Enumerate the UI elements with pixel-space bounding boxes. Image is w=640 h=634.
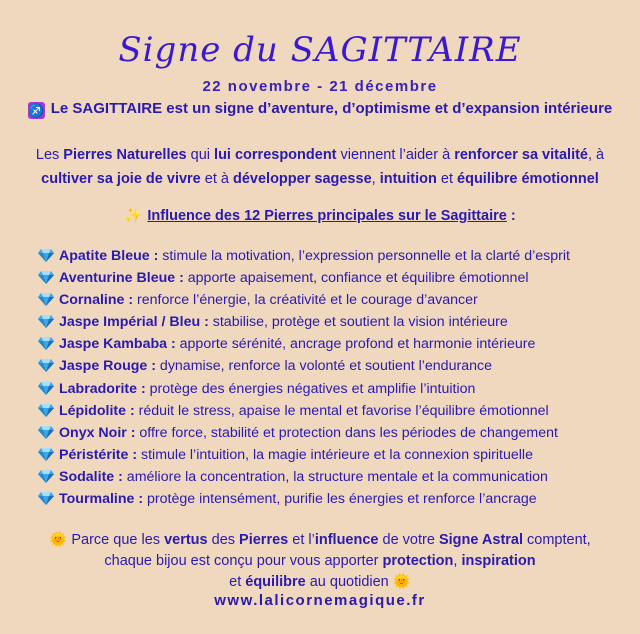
date-range: 22 novembre - 21 décembre	[202, 78, 438, 95]
stone-item	[38, 488, 628, 510]
gem-stone-icon	[38, 314, 54, 328]
website-url[interactable]: www.lalicornemagique.fr	[214, 592, 426, 609]
intro-text: , à	[588, 147, 605, 163]
intro-bold: renforcer sa vitalité	[454, 147, 588, 163]
outro-bold: protection	[382, 553, 454, 569]
sun-icon: 🌞	[49, 532, 68, 548]
intro-paragraph	[30, 143, 610, 191]
stone-description: stabilise, protège et soutient la vision intérieure	[208, 314, 508, 331]
page-title: Signe du SAGITTAIRE	[118, 30, 522, 70]
stone-name: Apatite Bleue :	[59, 248, 159, 264]
stone-description: offre force, stabilité et protection dans les périodes de changement	[135, 424, 558, 441]
stone-name: Onyx Noir :	[59, 424, 136, 441]
stones-heading-suffix: :	[506, 208, 516, 224]
outro-text: des	[207, 532, 240, 548]
stone-item	[38, 400, 628, 422]
stone-item	[38, 245, 628, 267]
outro-bold: vertus	[164, 532, 208, 548]
gem-stone-icon	[38, 425, 54, 439]
gem-stone-icon	[38, 292, 54, 306]
stone-name: Tourmaline :	[59, 491, 144, 508]
gem-stone-icon	[38, 491, 54, 505]
outro-text: et	[229, 574, 246, 590]
sun-icon: 🌞	[392, 574, 411, 590]
stone-description: stimule la motivation, l’expression personnelle et la clarté d’esprit	[158, 248, 570, 264]
outro-paragraph	[20, 530, 620, 593]
outro-bold: équilibre	[245, 574, 306, 590]
stone-description: améliore la concentration, la structure mentale et la communication	[122, 468, 548, 485]
tagline-text: Le SAGITTAIRE est un signe d’aventure, d’optimisme et d’expansion intérieure	[50, 100, 613, 117]
tagline	[0, 100, 640, 119]
stone-description: protège intensément, purifie les énergies et renforce l’ancrage	[143, 491, 537, 508]
outro-text: chaque bijou est conçu pour vous apporter	[104, 553, 383, 569]
sagittarius-symbol-icon: ♐	[28, 103, 45, 118]
stone-description: renforce l’énergie, la créativité et le courage d’avancer	[133, 292, 478, 309]
stone-name: Labradorite :	[59, 380, 146, 397]
intro-text: viennent l’aider à	[336, 147, 455, 163]
intro-bold: développer sagesse	[233, 171, 372, 187]
stone-name: Lépidolite :	[59, 402, 135, 419]
stone-description: dynamise, renforce la volonté et soutient l’endurance	[155, 358, 492, 375]
stone-name: Cornaline :	[59, 292, 134, 309]
stone-name: Péristérite :	[59, 446, 138, 463]
stone-name: Sodalite :	[59, 468, 123, 485]
outro-bold: inspiration	[461, 553, 536, 569]
stone-item	[38, 378, 628, 400]
intro-text: ,	[371, 171, 380, 187]
intro-bold: lui correspondent	[214, 147, 337, 163]
stone-description: protège des énergies négatives et amplifie l’intuition	[145, 380, 476, 397]
stone-name: Jaspe Rouge :	[59, 358, 156, 375]
gem-stone-icon	[38, 358, 54, 372]
gem-stone-icon	[38, 469, 54, 483]
gem-stone-icon	[38, 248, 54, 262]
stones-heading	[0, 207, 640, 224]
stones-list	[38, 245, 628, 510]
stone-name: Jaspe Kambaba :	[59, 336, 176, 353]
intro-text: et	[436, 171, 458, 187]
stone-item	[38, 333, 628, 355]
intro-bold: Pierres Naturelles	[63, 147, 187, 163]
stone-item	[38, 289, 628, 311]
gem-stone-icon	[38, 270, 54, 284]
stone-description: stimule l’intuition, la magie intérieure et la connexion spirituelle	[137, 446, 533, 463]
outro-text: et l’	[288, 532, 315, 548]
stone-item	[38, 311, 628, 333]
outro-bold: Signe Astral	[438, 532, 524, 548]
outro-text: Parce que les	[67, 532, 165, 548]
intro-text: et à	[200, 171, 233, 187]
outro-text: au quotidien	[305, 574, 393, 590]
stone-name: Aventurine Bleue :	[59, 270, 184, 287]
gem-stone-icon	[38, 403, 54, 417]
stone-description: apporte sérénité, ancrage profond et harmonie intérieure	[175, 336, 536, 353]
intro-text: Les	[35, 147, 64, 163]
outro-text: ,	[453, 553, 462, 569]
gem-stone-icon	[38, 336, 54, 350]
stone-description: réduit le stress, apaise le mental et favorise l’équilibre émotionnel	[134, 402, 549, 419]
outro-bold: influence	[314, 532, 379, 548]
stone-item	[38, 422, 628, 444]
stone-item	[38, 355, 628, 377]
outro-text: de votre	[378, 532, 439, 548]
stone-item	[38, 444, 628, 466]
intro-bold: intuition	[379, 171, 437, 187]
gem-stone-icon	[38, 447, 54, 461]
stone-name: Jaspe Impérial / Bleu :	[59, 314, 209, 331]
stone-description: apporte apaisement, confiance et équilibre émotionnel	[183, 270, 529, 287]
outro-bold: Pierres	[239, 532, 289, 548]
intro-text: qui	[186, 147, 215, 163]
stone-item	[38, 267, 628, 289]
outro-text: comptent,	[523, 532, 591, 548]
stone-item	[38, 466, 628, 488]
intro-bold: cultiver sa joie de vivre	[41, 171, 201, 187]
gem-stone-icon	[38, 381, 54, 395]
sparkles-icon: ✨	[124, 208, 143, 224]
stones-heading-text: Influence des 12 Pierres principales sur le Sagittaire	[147, 208, 507, 224]
intro-bold: équilibre émotionnel	[457, 171, 599, 187]
